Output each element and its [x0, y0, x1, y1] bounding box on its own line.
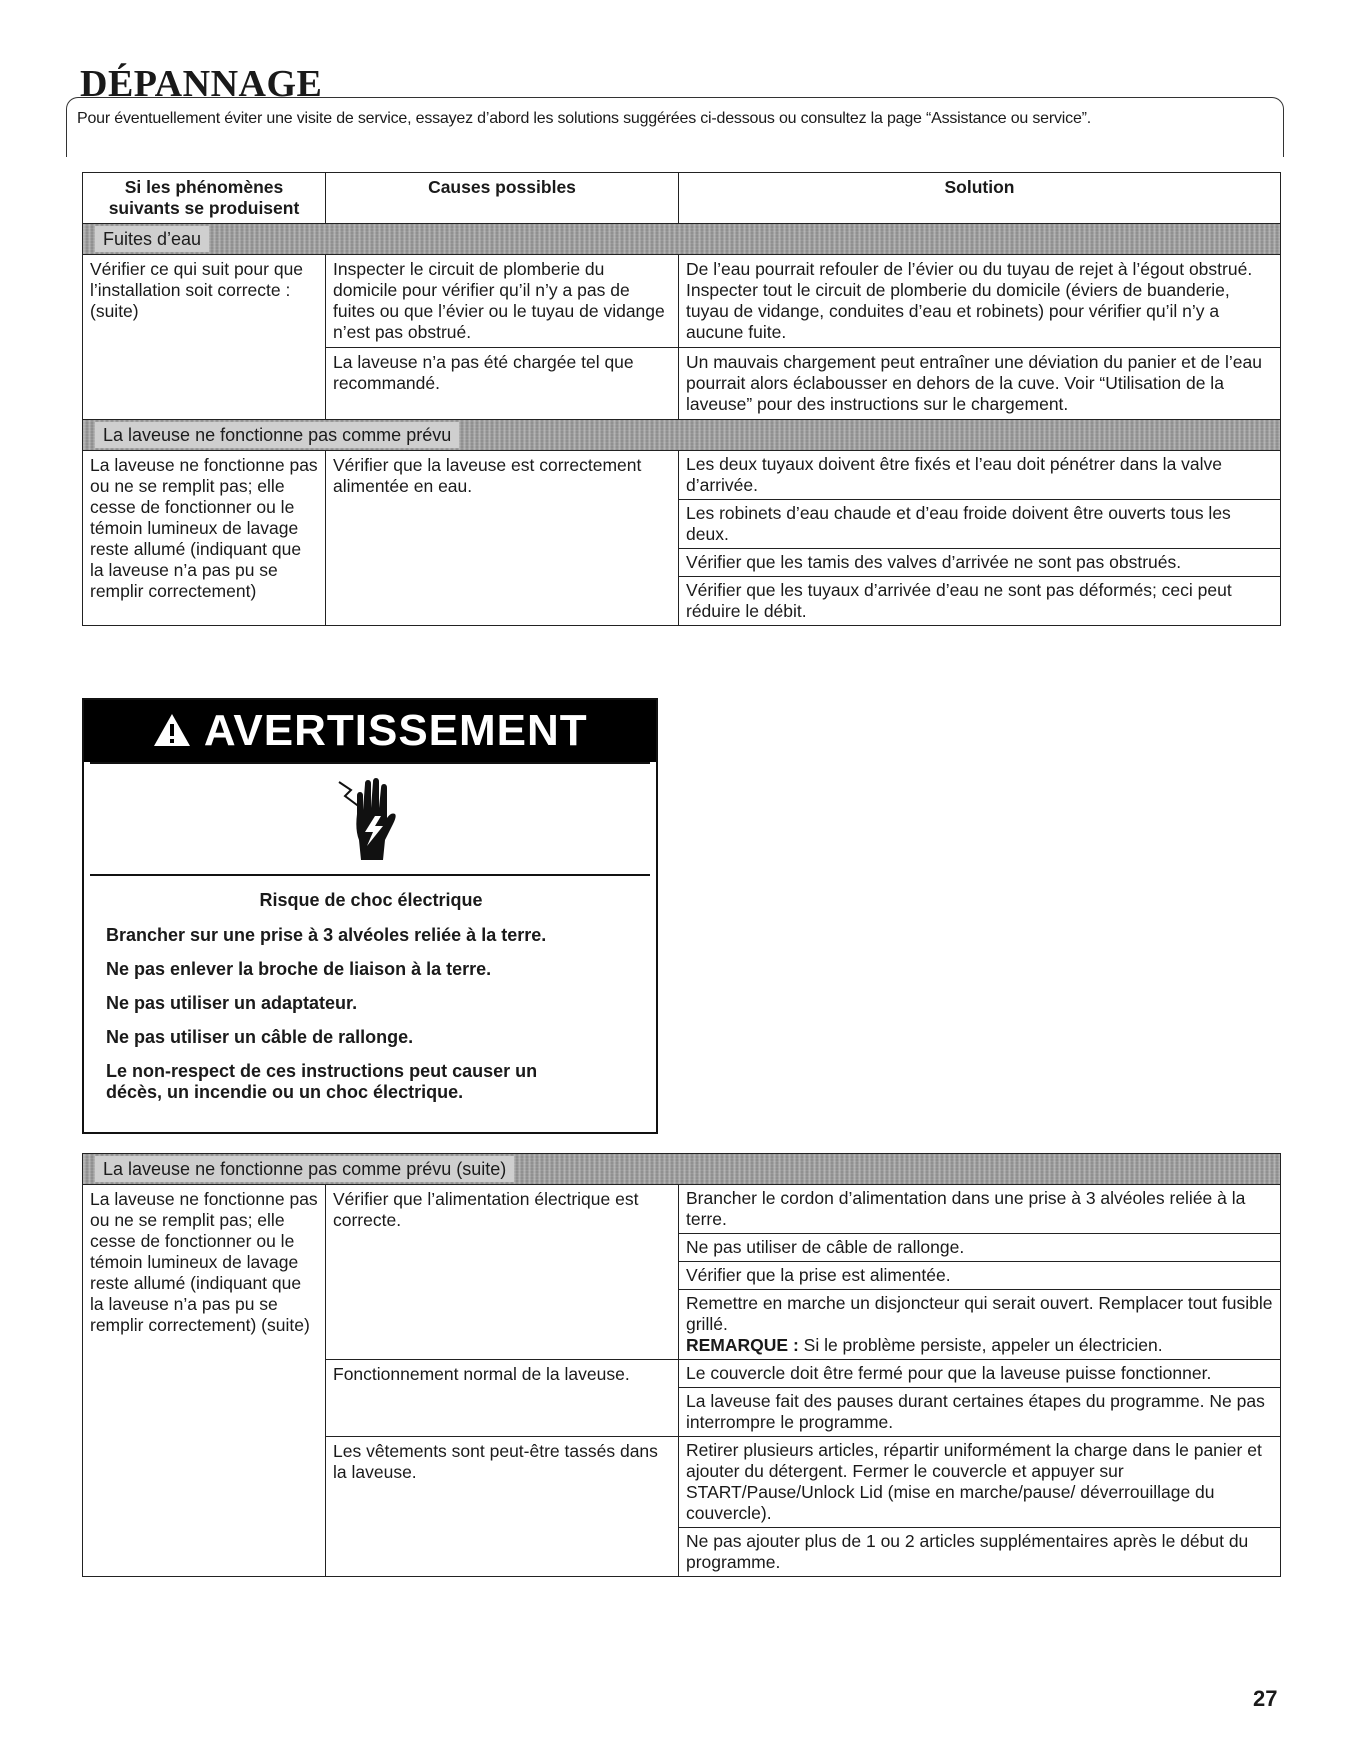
- warning-line: Ne pas enlever la broche de liaison à la terre.: [106, 959, 492, 979]
- warning-box: [82, 698, 658, 1134]
- troubleshooting-table-top: [82, 172, 1281, 626]
- electric-shock-icon: [90, 762, 650, 876]
- warning-line: Ne pas utiliser un adaptateur.: [106, 993, 358, 1013]
- table-header-row: [83, 173, 1281, 224]
- solution-item: Brancher le cordon d’alimentation dans une prise à 3 alvéoles reliée à la terre.: [679, 1185, 1280, 1234]
- solution-cell: Un mauvais chargement peut entraîner une déviation du panier et de l’eau pourrait alors éclabousser en dehors de la cuve. Voir “Utilisation de la laveuse” pour des instructions sur le chargement.: [679, 348, 1281, 420]
- solution-cell: De l’eau pourrait refouler de l’évier ou du tuyau de rejet à l’égout obstrué. Inspecter tout le circuit de plomberie du domicile (éviers de buanderie, tuyau de vidange, conduites d’eau et robinets) pour vérifier qu’il n’y a aucune fuite.: [679, 255, 1281, 348]
- solution-item: Les deux tuyaux doivent être fixés et l’eau doit pénétrer dans la valve d’arrivée.: [679, 451, 1280, 500]
- troubleshooting-table-bottom: [82, 1153, 1281, 1577]
- header-causes: Causes possibles: [326, 173, 679, 224]
- solution-item: Le couvercle doit être fermé pour que la laveuse puisse fonctionner.: [679, 1360, 1280, 1388]
- cause-cell: Les vêtements sont peut-être tassés dans la laveuse.: [326, 1437, 679, 1577]
- page-title: DÉPANNAGE: [80, 63, 323, 105]
- symptom-cell: La laveuse ne fonctionne pas ou ne se remplit pas; elle cesse de fonctionner ou le témoin lumineux de lavage reste allumé (indiquant que la laveuse n’a pas pu se remplir correctement): [83, 451, 326, 626]
- table-row: [83, 255, 1281, 348]
- solution-cell: [679, 1437, 1281, 1577]
- table-row: [83, 1185, 1281, 1360]
- solution-item: [679, 1290, 1280, 1359]
- section-header-not-working-cont: [83, 1154, 1281, 1185]
- warning-triangle-icon: [152, 706, 204, 755]
- section-header-not-working: [83, 420, 1281, 451]
- header-symptoms: Si les phénomènes suivants se produisent: [83, 173, 326, 224]
- warning-header: [84, 700, 656, 762]
- symptom-cell: La laveuse ne fonctionne pas ou ne se remplit pas; elle cesse de fonctionner ou le témoin lumineux de lavage reste allumé (indiquant que la laveuse n’a pas pu se remplir correctement) (suite): [83, 1185, 326, 1577]
- header-solution: Solution: [679, 173, 1281, 224]
- remark-label: REMARQUE :: [686, 1335, 799, 1355]
- solution-item: Retirer plusieurs articles, répartir uniformément la charge dans le panier et ajouter du détergent. Fermer le couvercle et appuyer sur START/Pause/Unlock Lid (mise en marche/pause/ déverrouillage du couvercle).: [679, 1437, 1280, 1528]
- solution-cell: [679, 1185, 1281, 1360]
- section-label: Fuites d’eau: [95, 226, 209, 252]
- cause-cell: Vérifier que l’alimentation électrique est correcte.: [326, 1185, 679, 1360]
- cause-cell: La laveuse n’a pas été chargée tel que recommandé.: [326, 348, 679, 420]
- solution-item: Vérifier que la prise est alimentée.: [679, 1262, 1280, 1290]
- solution-item: Ne pas ajouter plus de 1 ou 2 articles supplémentaires après le début du programme.: [686, 1531, 1249, 1572]
- cause-cell: Inspecter le circuit de plomberie du domicile pour vérifier qu’il n’y a pas de fuites ou que l’évier ou le tuyau de vidange n’est pas obstrué.: [326, 255, 679, 348]
- section-label: La laveuse ne fonctionne pas comme prévu (suite): [95, 1156, 514, 1182]
- cause-cell: Fonctionnement normal de la laveuse.: [326, 1360, 679, 1437]
- cause-cell: Vérifier que la laveuse est correctement alimentée en eau.: [326, 451, 679, 626]
- solution-item: Vérifier que les tamis des valves d’arrivée ne sont pas obstrués.: [679, 549, 1280, 577]
- warning-risk: Risque de choc électrique: [259, 890, 483, 910]
- page-number: 27: [1253, 1686, 1278, 1711]
- warning-line: Brancher sur une prise à 3 alvéoles reliée à la terre.: [106, 925, 547, 945]
- symptom-cell: Vérifier ce qui suit pour que l’installation soit correcte : (suite): [83, 255, 326, 420]
- solution-item: La laveuse fait des pauses durant certaines étapes du programme. Ne pas interrompre le programme.: [686, 1391, 1265, 1432]
- intro-text: Pour éventuellement éviter une visite de service, essayez d’abord les solutions suggérées ci-dessous ou consultez la page “Assistance ou service”.: [66, 97, 1284, 157]
- remark-text: Si le problème persiste, appeler un électricien.: [798, 1335, 1163, 1355]
- solution-cell: [679, 451, 1281, 626]
- solution-cell: [679, 1360, 1281, 1437]
- solution-item: Vérifier que les tuyaux d’arrivée d’eau ne sont pas déformés; ceci peut réduire le débit.: [686, 580, 1232, 621]
- solution-text: Remettre en marche un disjoncteur qui serait ouvert. Remplacer tout fusible grillé.: [686, 1293, 1273, 1334]
- table-row: [83, 451, 1281, 626]
- solution-item: Les robinets d’eau chaude et d’eau froide doivent être ouverts tous les deux.: [679, 500, 1280, 549]
- warning-title: AVERTISSEMENT: [203, 706, 588, 755]
- section-header-water-leaks: [83, 224, 1281, 255]
- warning-line: Le non-respect de ces instructions peut causer un décès, un incendie ou un choc électrique.: [106, 1061, 538, 1102]
- section-label: La laveuse ne fonctionne pas comme prévu: [95, 422, 459, 448]
- solution-item: Ne pas utiliser de câble de rallonge.: [679, 1234, 1280, 1262]
- warning-line: Ne pas utiliser un câble de rallonge.: [106, 1027, 414, 1047]
